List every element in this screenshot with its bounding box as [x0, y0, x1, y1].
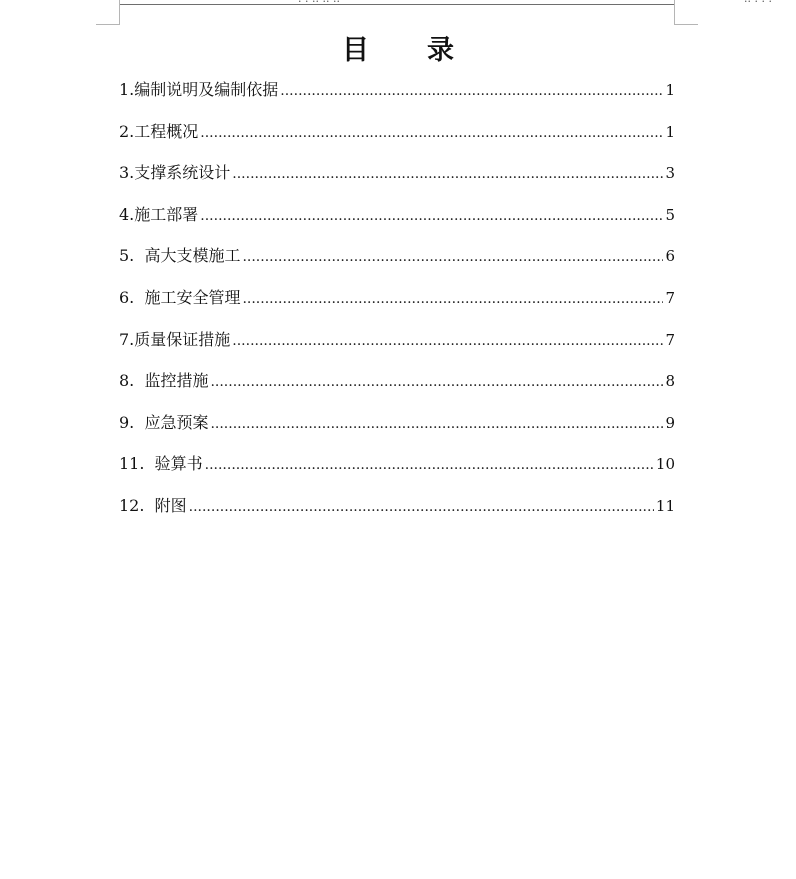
toc-leader-dots — [200, 123, 663, 143]
toc-entry-page: 10 — [655, 455, 675, 474]
toc-entry-page: 7 — [665, 330, 675, 349]
toc-leader-dots — [200, 206, 663, 226]
toc-leader-dots — [242, 247, 663, 267]
toc-entry-text: 7.质量保证措施 — [119, 329, 231, 349]
toc-entry-page: 8 — [665, 372, 675, 391]
toc-entry-text: 12. 附图 — [119, 495, 187, 515]
toc-entry-page: 11 — [655, 496, 675, 515]
header-text-right — [718, 0, 772, 6]
corner-mark-right — [674, 24, 698, 25]
toc-entry-text: 1.编制说明及编制依据 — [119, 80, 279, 99]
toc-entry-text: 8. 监控措施 — [119, 371, 209, 391]
toc-entry-text: 2.工程概况 — [119, 121, 199, 141]
toc-entry[interactable] — [119, 244, 675, 286]
toc-leader-dots — [210, 372, 663, 392]
table-of-contents — [119, 78, 675, 536]
toc-entry[interactable] — [119, 203, 675, 245]
corner-mark-right-vertical — [674, 0, 675, 25]
toc-entry-page: 3 — [665, 164, 675, 183]
toc-entry-page: 1 — [665, 122, 675, 141]
toc-entry-text: 6. 施工安全管理 — [119, 287, 241, 307]
toc-title: 目 录 — [341, 35, 479, 66]
toc-entry-page: 9 — [665, 413, 675, 432]
toc-leader-dots — [205, 455, 654, 475]
toc-entry[interactable] — [119, 411, 675, 453]
toc-entry-page: 7 — [665, 288, 675, 307]
toc-entry[interactable] — [119, 120, 675, 162]
toc-entry-text: 11. 验算书 — [119, 454, 203, 474]
toc-entry[interactable] — [119, 369, 675, 411]
toc-entry[interactable] — [119, 286, 675, 328]
toc-entry-text: 3.支撑系统设计 — [119, 163, 231, 183]
toc-leader-dots — [280, 81, 663, 101]
toc-entry[interactable] — [119, 78, 675, 120]
toc-entry-page: 6 — [665, 247, 675, 266]
toc-leader-dots — [232, 331, 663, 351]
toc-entry[interactable] — [119, 452, 675, 494]
toc-entry-text: 5. 高大支模施工 — [119, 246, 241, 266]
toc-entry-page: 1 — [665, 81, 675, 99]
toc-entry-text: 4.施工部署 — [119, 204, 199, 224]
corner-mark-left — [96, 24, 120, 25]
header-text-left — [298, 0, 388, 6]
toc-leader-dots — [232, 164, 663, 184]
toc-entry[interactable] — [119, 161, 675, 203]
toc-entry[interactable] — [119, 494, 675, 536]
header-rule — [120, 4, 674, 5]
toc-leader-dots — [210, 414, 663, 434]
toc-leader-dots — [242, 289, 663, 309]
toc-entry[interactable] — [119, 328, 675, 370]
toc-entry-text: 9. 应急预案 — [119, 412, 209, 432]
toc-leader-dots — [189, 497, 654, 517]
toc-entry-page: 5 — [665, 205, 675, 224]
